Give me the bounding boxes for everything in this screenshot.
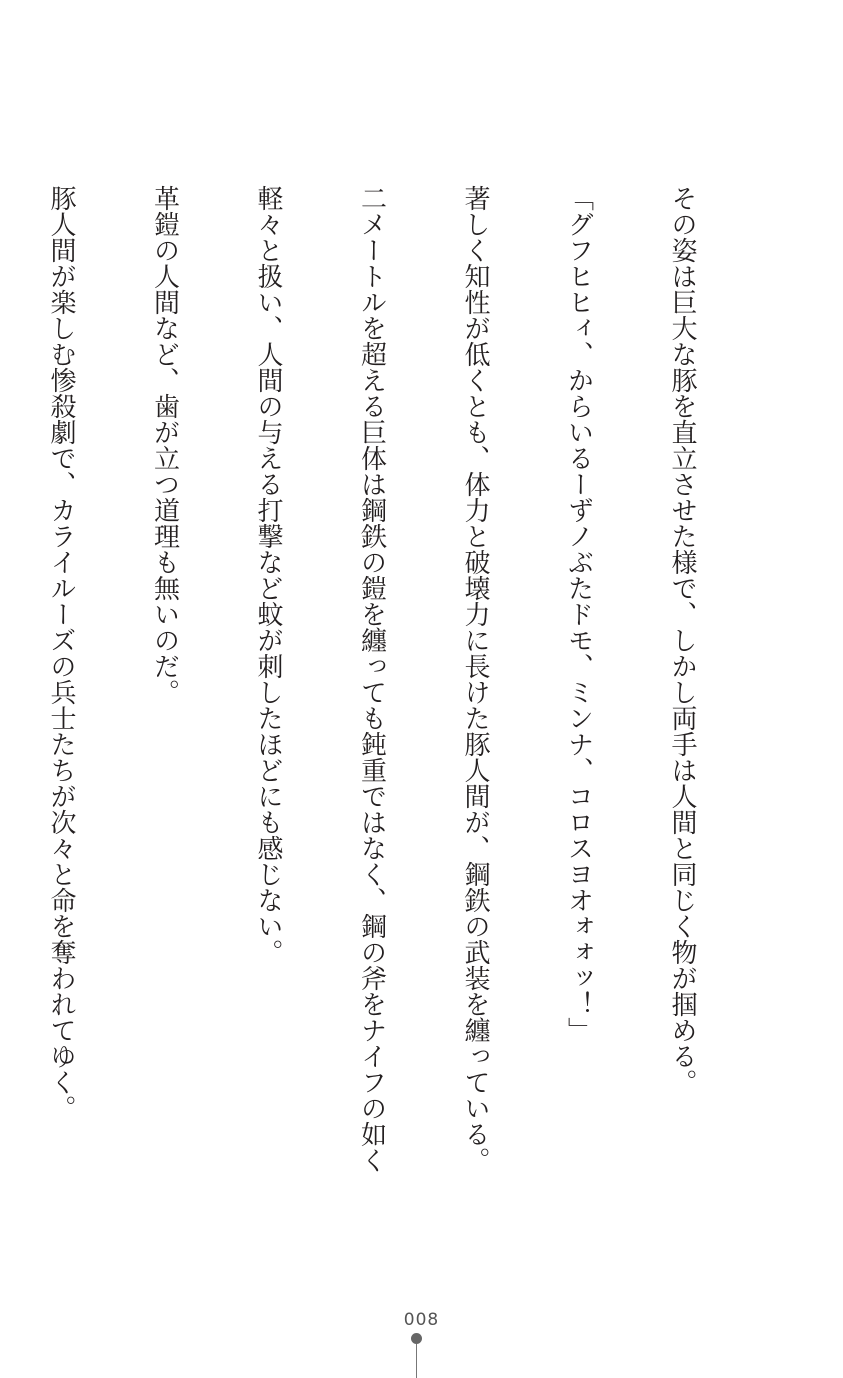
paragraph: 革鎧の人間など、歯が立つ道理も無いのだ。 (149, 185, 180, 705)
paragraph: 豚人間が楽しむ惨殺劇で、カライルーズの兵士たちが次々と命を奪われてゆく。 (46, 185, 76, 1121)
page-marker-dot (411, 1333, 422, 1344)
paragraph: その姿は巨大な豚を直立させた様で、しかし両手は人間と同じく物が掴める。 (667, 185, 697, 1095)
paragraph: 著しく知性が低くとも、体力と破壊力に長けた豚人間が、鋼鉄の武装を纏っている。 (460, 185, 490, 1173)
vertical-text-body (0, 185, 768, 1173)
paragraph: 二メートルを超える巨体は鋼鉄の鎧を纏っても鈍重ではなく、鋼の斧をナイフの如く (356, 185, 387, 1173)
paragraph: 「グフヒヒィ、からいるーずノぶたドモ、ミンナ、コロスヨオォォッ！」 (563, 185, 594, 1043)
page-marker-line (416, 1344, 417, 1378)
page-number: 008 (403, 1310, 440, 1330)
paragraph: 軽々と扱い、人間の与える打撃など蚊が刺したほどにも感じない。 (253, 185, 283, 965)
